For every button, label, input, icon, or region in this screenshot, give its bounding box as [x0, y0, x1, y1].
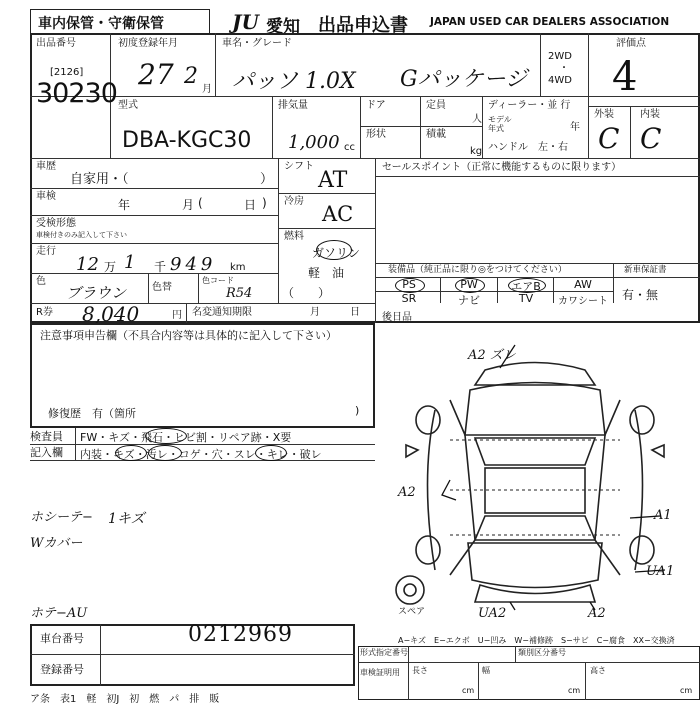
color-label: 色	[36, 276, 46, 287]
history-close: ）	[260, 172, 274, 187]
shape-label: 形状	[366, 129, 386, 140]
equip-airbag: エアB	[511, 280, 541, 293]
man-unit: 万	[104, 260, 117, 274]
height-label: 高さ	[590, 666, 606, 675]
inspection-day: 日	[244, 198, 257, 212]
lot-no-value: 30230	[36, 78, 117, 109]
capacity-label: 定員	[426, 100, 446, 111]
grade-value: Gパッケージ	[400, 67, 528, 92]
yen-unit: 円	[172, 310, 182, 321]
diagram-a2-bottom: A2	[588, 606, 606, 621]
reg-month: 2	[184, 64, 198, 89]
repair-history-label: 修復歴 有（箇所	[48, 407, 136, 420]
length-label: 長さ	[412, 666, 428, 675]
lot-small: [2126]	[50, 67, 84, 78]
ext-circle	[145, 428, 187, 444]
exterior-grade: C	[598, 122, 620, 155]
width-label: 幅	[482, 666, 490, 675]
cooling-label: 冷房	[284, 196, 304, 207]
shift-value: AT	[318, 168, 348, 193]
handle-label: ハンドル 左・右	[488, 142, 568, 153]
hw-note-4: ホテ−AU	[30, 606, 88, 621]
length-cm: cm	[462, 686, 475, 695]
equip-ps: PS	[402, 278, 416, 291]
displacement-value: 1,000	[288, 132, 340, 153]
hw-note-2: Wカバー	[30, 536, 83, 551]
ext-items: FW・キズ・飛石・ヒビ割・リペア跡・X要	[80, 431, 292, 444]
category-no-label: 類別区分番号	[518, 648, 566, 657]
back-seat-label: 後日品	[382, 312, 412, 323]
vehicle-cert-label: 車検証明用	[360, 668, 400, 677]
fuel-diesel: 軽 油	[308, 266, 345, 280]
mileage-sen: 1	[124, 252, 136, 273]
color-code-value: R54	[226, 286, 253, 301]
inspector-label: 検査員	[30, 430, 63, 443]
grade-score-label: 評価点	[616, 38, 646, 49]
chassis-no-value: 0212969	[188, 622, 293, 647]
name-change-label: 名変通知期限	[192, 307, 252, 318]
shift-label: シフト	[284, 161, 314, 172]
inspection-month: 月	[182, 198, 195, 212]
color-change-label: 色替	[152, 282, 172, 293]
cc-unit: cc	[344, 142, 355, 153]
guarantee-label: 新車保証書	[624, 265, 667, 275]
first-reg-label: 初度登録年月	[118, 38, 178, 49]
interior-grade: C	[640, 122, 662, 155]
association-name: JAPAN USED CAR DEALERS ASSOCIATION	[430, 16, 670, 28]
diagram-ua2: UA2	[478, 606, 507, 621]
sen-unit: 千	[154, 260, 167, 274]
r-ken-label: R券	[36, 307, 53, 318]
nc-month: 月	[310, 307, 320, 318]
entry-col-label: 記入欄	[30, 446, 63, 459]
fuel-circle	[316, 240, 352, 260]
kg-unit: kg	[470, 146, 483, 157]
guarantee-value: 有・無	[622, 288, 659, 302]
form-title: 出品申込書	[318, 15, 408, 36]
history-label: 車歴	[36, 161, 56, 172]
interior-label: 内装	[640, 109, 660, 120]
equip-tv: TV	[518, 292, 534, 305]
sales-point-label: セールスポイント（正常に機能するものに限ります）	[382, 162, 622, 173]
mileage-label: 走行	[36, 246, 56, 257]
equip-sr: SR	[401, 292, 417, 305]
spare-label: スペア	[398, 607, 426, 617]
fuel-gasoline: ガソリン	[312, 246, 361, 260]
damage-legend: A−キズ E−エクボ U−凹み W−補修跡 S−サビ C−腐食 XX−交換済	[398, 636, 675, 645]
receive-type-label: 受検形態	[36, 218, 76, 229]
door-label: ドア	[366, 100, 386, 111]
color-value: ブラウン	[66, 284, 127, 302]
equipment-label: 装備品（純正品に限り◎をつけてください）	[388, 265, 567, 275]
km-unit: km	[230, 262, 246, 273]
model-label: 型式	[118, 100, 138, 111]
mileage-man: 12	[76, 254, 99, 275]
int-circle-2	[148, 445, 182, 461]
diagram-a1-right: A1	[654, 508, 672, 523]
car-name-value: パッソ 1.0X	[232, 69, 356, 94]
equip-pw: PW	[460, 278, 478, 291]
reg-no-label: 登録番号	[40, 663, 84, 676]
chassis-no-label: 車台番号	[40, 632, 84, 645]
bottom-strip: ア条 表1 軽 初J 初 燃 パ 排 販	[30, 694, 220, 705]
int-circle-3	[255, 445, 287, 461]
int-circle-1	[115, 445, 147, 461]
color-code-label: 色コード	[202, 276, 234, 285]
grade-score-value: 4	[612, 54, 638, 100]
equip-navi: ナビ	[458, 294, 480, 307]
car-diagram	[390, 340, 700, 630]
drive-4wd: 4WD	[548, 75, 572, 86]
fuel-label: 燃料	[284, 231, 304, 242]
storage-text: 車内保管・守衛保管	[38, 16, 164, 32]
drive-dot: ・	[559, 63, 569, 74]
exterior-label: 外装	[594, 109, 614, 120]
equip-pw-circle	[455, 278, 485, 293]
hw-note-1: ホシーテ−	[30, 510, 93, 525]
displacement-label: 排気量	[278, 100, 308, 111]
diagram-a2-left: A2	[398, 485, 416, 500]
model-value: DBA-KGC30	[122, 128, 252, 153]
equip-ps-circle	[395, 278, 425, 293]
receive-note: 車検付きのみ記入して下さい	[36, 231, 127, 239]
history-value: 自家用・（	[70, 172, 129, 187]
diagram-ua1: UA1	[646, 564, 675, 579]
logo-city: 愛知	[266, 17, 300, 37]
person-unit: 人	[472, 114, 482, 125]
car-name-label: 車名・グレード	[222, 38, 292, 49]
equip-kawa-seat: カワシート	[558, 296, 608, 307]
equip-airbag-circle	[508, 278, 546, 293]
height-cm: cm	[680, 686, 693, 695]
inspection-label: 車検	[36, 191, 56, 202]
reg-year: 27	[138, 58, 174, 91]
ju-logo: JU	[232, 10, 259, 34]
ac-value: AC	[322, 202, 354, 226]
notes-label: 注意事項申告欄（不具合内容等は具体的に記入して下さい）	[40, 329, 337, 342]
fuel-paren: （ ）	[282, 286, 331, 300]
width-cm: cm	[568, 686, 581, 695]
nc-day: 日	[350, 307, 360, 318]
diagram-a2-zure: A2 ズレ	[468, 348, 516, 363]
month-unit: 月	[202, 84, 212, 95]
drive-2wd: 2WD	[548, 51, 572, 62]
load-label: 積載	[426, 129, 446, 140]
dealer-label: ディーラー・並 行	[488, 100, 571, 111]
model-year-unit: 年	[570, 122, 580, 133]
hw-note-3: 1キズ	[108, 511, 145, 527]
type-designation-label: 形式指定番号	[360, 648, 408, 657]
equip-aw: AW	[574, 278, 592, 291]
model-year-label: モデル 年式	[488, 115, 512, 133]
r-ken-value: 8,040	[82, 302, 140, 326]
inspection-year: 年	[118, 198, 131, 212]
lot-no-label: 出品番号	[36, 38, 76, 49]
mileage-rest: 949	[170, 254, 217, 275]
int-items: 内装・キズ・汚レ・コゲ・穴・スレ・キレ・破レ	[80, 448, 322, 461]
